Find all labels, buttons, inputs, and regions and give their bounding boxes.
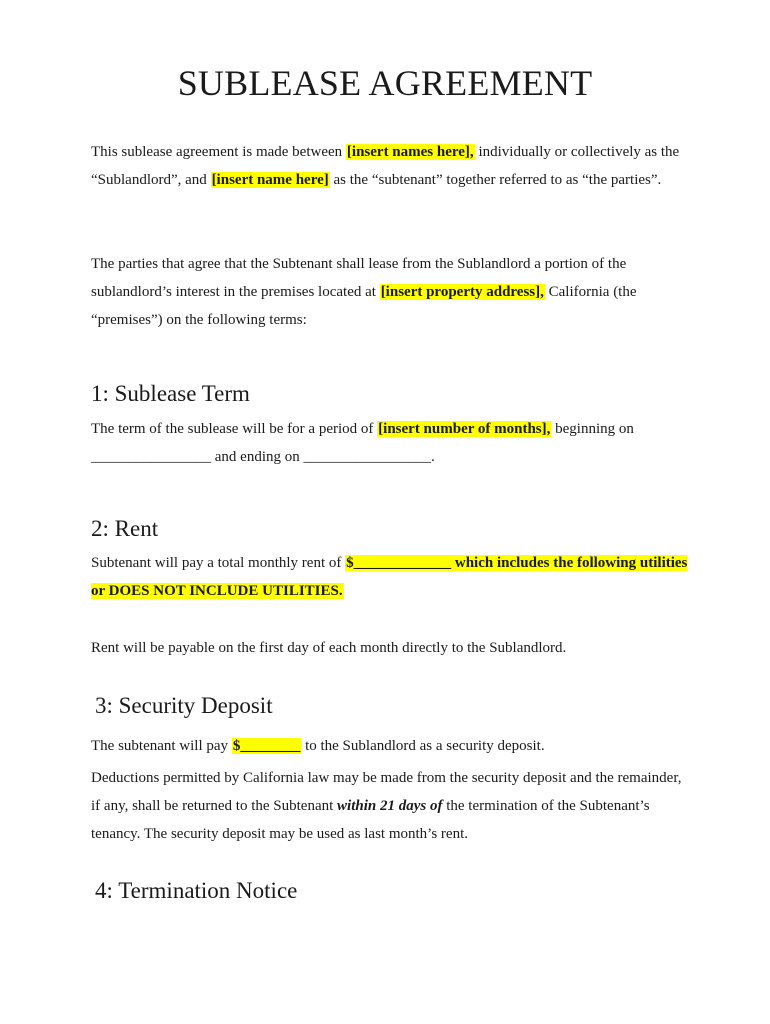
placeholder-rent-amount: $_____________ which includes the following utilities or DOES NOT INCLUDE UTILITIES.	[91, 555, 688, 599]
intro-paragraph-parties	[91, 138, 691, 194]
intro-paragraph-premises	[91, 250, 691, 334]
placeholder-insert-names: [insert names here],	[346, 144, 474, 160]
intro-text-3: as the “subtenant” together referred to as “the parties”.	[329, 172, 662, 188]
placeholder-deposit-amount: $________	[232, 738, 301, 754]
section-heading-termination-notice: 4: Termination Notice	[95, 878, 298, 903]
term-text-1: The term of the sublease will be for a period of	[91, 421, 378, 437]
premises-text-1: The parties that agree that the Subtenant shall lease from the Sublandlord a portion of the sublandlord’s interest in the premises located at	[91, 256, 627, 300]
rent-payable-paragraph: Rent will be payable on the first day of each month directly to the Sublandlord.	[91, 640, 567, 656]
intro-text-1: This sublease agreement is made between	[91, 144, 346, 160]
intro-text-2: individually or collectively as the “Sublandlord”, and	[91, 144, 680, 188]
placeholder-insert-name: [insert name here]	[211, 172, 329, 188]
section-heading-rent: 2: Rent	[91, 516, 159, 541]
section-heading-security-deposit: 3: Security Deposit	[95, 693, 273, 718]
deductions-emphasis: within 21 days of	[337, 798, 443, 814]
premises-text-2: California (the “premises”) on the following terms:	[91, 284, 637, 328]
rent-paragraph	[91, 549, 691, 605]
security-deposit-amount-paragraph	[91, 732, 691, 760]
rent-text-1: Subtenant will pay a total monthly rent of	[91, 555, 346, 571]
sublease-term-paragraph	[91, 415, 691, 471]
section-heading-sublease-term: 1: Sublease Term	[91, 381, 250, 406]
document-title: SUBLEASE AGREEMENT	[177, 63, 593, 103]
deductions-text-2: the termination of the Subtenant’s tenancy. The security deposit may be used as last month’s rent.	[91, 798, 650, 842]
placeholder-number-of-months: [insert number of months],	[378, 421, 551, 437]
term-text-2: beginning on ________________ and ending on _________________.	[91, 421, 634, 465]
deposit-text-2: to the Sublandlord as a security deposit.	[301, 738, 545, 754]
deductions-text-1: Deductions permitted by California law may be made from the security deposit and the remainder, if any, shall be returned to the Subtenant	[91, 770, 682, 814]
deposit-text-1: The subtenant will pay	[91, 738, 232, 754]
security-deposit-deductions-paragraph	[91, 764, 691, 848]
placeholder-property-address: [insert property address],	[380, 284, 544, 300]
